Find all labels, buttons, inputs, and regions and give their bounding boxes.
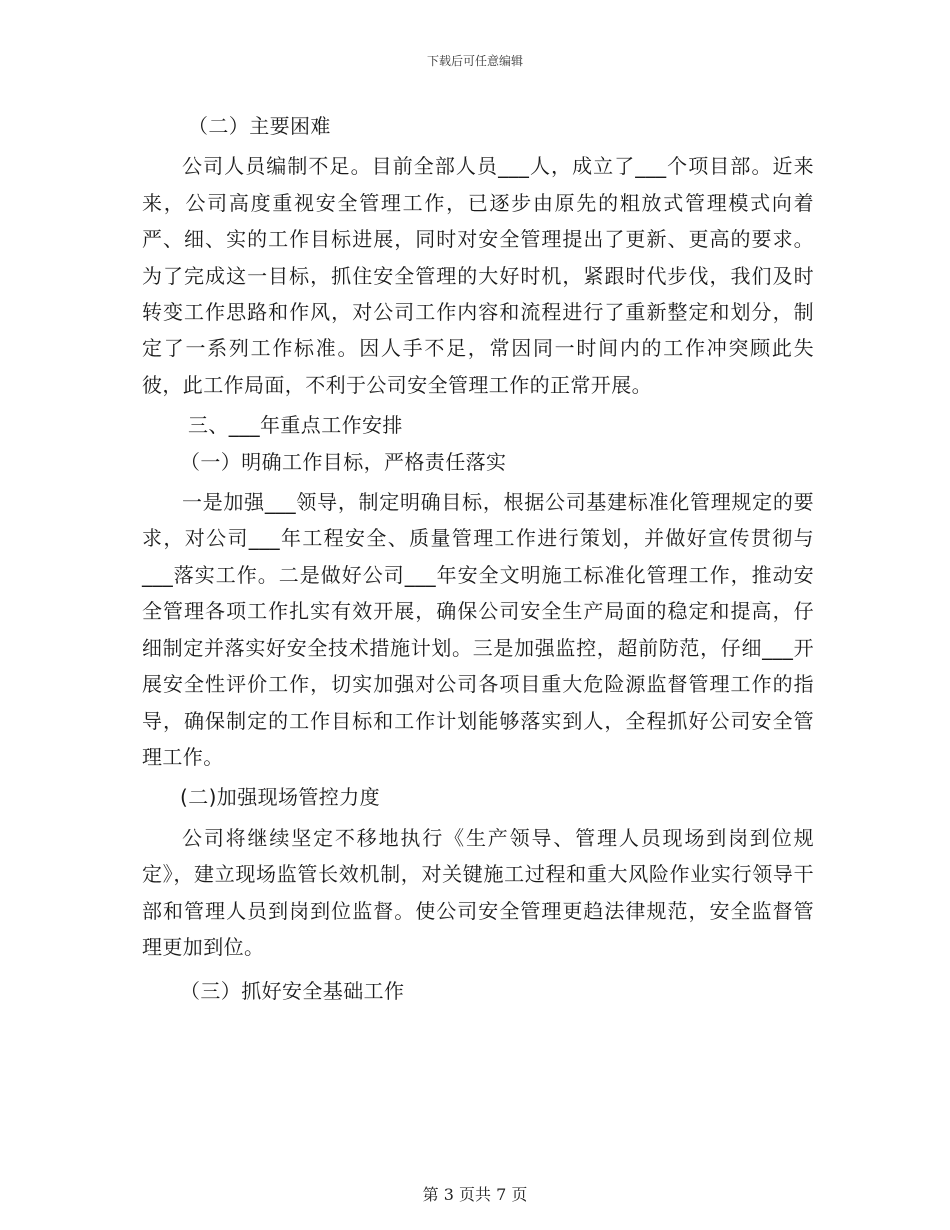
section-heading-difficulty: （二）主要困难 [188, 114, 331, 138]
section-heading-site: (二)加强现场管控力度 [180, 785, 381, 810]
section-heading-goal: （一）明确工作目标，严格责任落实 [180, 449, 507, 474]
paragraph-goal: 一是加强___领导，制定明确目标，根据公司基建标准化管理规定的要求，对公司___年工程安全、质量管理工作进行策划，并做好宣传贯彻与___落实工作。二是做好公司___年安全文明施工标准化管理工作，推动安全管理各项工作扎实有效开展，确保公司安全生产局面的稳定和提高，仔细制定并落实好安全技术措施计划。三是加强监控，超前防范，仔细___开展安全性评价工作，切实加强对公司各项目重大危险源监督管理工作的指导，确保制定的工作目标和工作计划能够落实到人，全程抓好公司安全管理工作。 [142, 490, 814, 769]
document-body [142, 108, 814, 1010]
page-footer: 第 3 页共 7 页 [422, 1185, 528, 1204]
page-header: 下载后可任意编辑 [426, 54, 523, 68]
paragraph-site: 公司将继续坚定不移地执行《生产领导、管理人员现场到岗到位规定》，建立现场监管长效机制，对关键施工过程和重大风险作业实行领导干部和管理人员到岗到位监督。使公司安全管理更趋法律规范，安全监督管理更加到位。 [142, 825, 814, 959]
paragraph-difficulty: 公司人员编制不足。目前全部人员___人，成立了___个项目部。近来来，公司高度重视安全管理工作，已逐步由原先的粗放式管理模式向着严、细、实的工作目标进展，同时对安全管理提出了更新、更高的要求。为了完成这一目标，抓住安全管理的大好时机，紧跟时代步伐，我们及时转变工作思路和作风，对公司工作内容和流程进行了重新整定和划分，制定了一系列工作标准。因人手不足，常因同一时间内的工作冲突顾此失彼，此工作局面，不利于公司安全管理工作的正常开展。 [142, 154, 814, 397]
section-heading-basis: （三）抓好安全基础工作 [180, 979, 405, 1004]
section-heading-plan: 三、___年重点工作安排 [188, 413, 403, 438]
